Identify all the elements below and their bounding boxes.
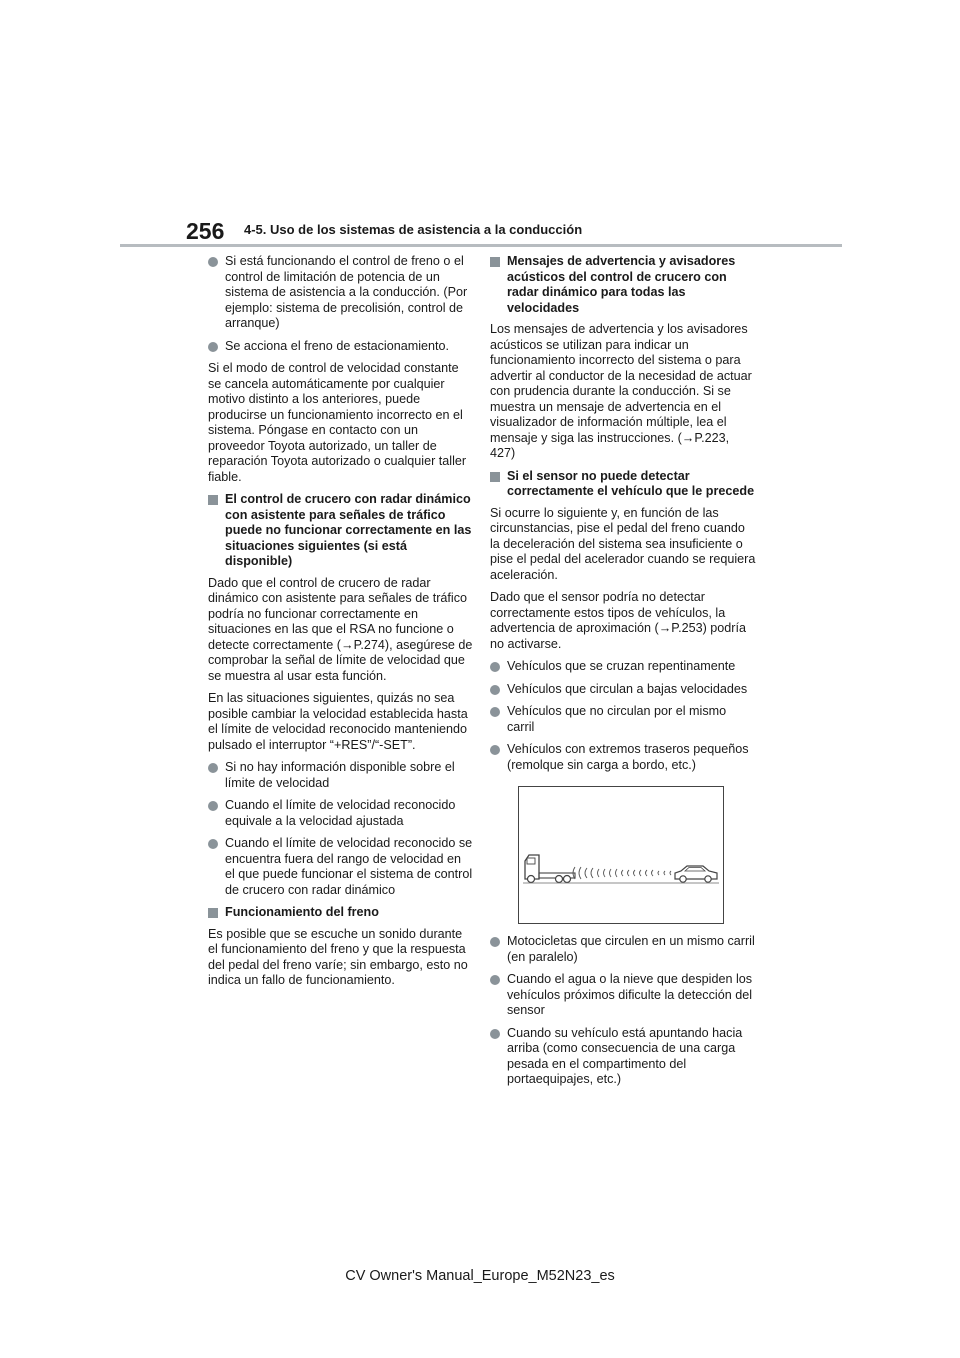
bullet-item: Cuando el límite de velocidad reconocido se encuentra fuera del rango de velocidad en el que puede funcionar el sistema de control de crucero con radar dinámico (208, 836, 474, 898)
bullet-icon (490, 662, 500, 672)
bullet-item: Vehículos con extremos traseros pequeños (remolque sin carga a bordo, etc.) (490, 742, 756, 773)
subsection-heading: El control de crucero con radar dinámico con asistente para señales de tráfico puede no funcionar correctamente en las situaciones siguientes (si está disponible) (208, 492, 474, 570)
bullet-item: Cuando el límite de velocidad reconocido equivale a la velocidad ajustada (208, 798, 474, 829)
bullet-icon (490, 975, 500, 985)
radar-illustration (518, 786, 724, 924)
bullet-icon (208, 839, 218, 849)
header-divider (120, 244, 842, 247)
subsection-heading: Funcionamiento del freno (208, 905, 474, 921)
square-bullet-icon (490, 257, 500, 267)
paragraph: Los mensajes de advertencia y los avisadores acústicos se utilizan para indicar un funcionamiento incorrecto del sistema o para advertir al conductor de la necesidad de actuar con prudencia durante la conducción. Si se muestra un mensaje de advertencia en el visualizador de información múltiple, lea el mensaje y siga las instrucciones. (→P.223, 427) (490, 322, 752, 460)
paragraph: Si ocurre lo siguiente y, en función de las circunstancias, pise el pedal del freno cuando la deceleración del sistema sea insuficiente o pise el pedal del acelerador cuando se requiera aceleración. (490, 505, 756, 582)
bullet-item: Vehículos que circulan a bajas velocidades (490, 682, 756, 698)
bullet-item: Si está funcionando el control de freno o el control de limitación de potencia de un sistema de asistencia a la conducción. (Por ejemplo: sistema de precolisión, control de arranque) (208, 254, 474, 332)
right-column (490, 254, 756, 1095)
paragraph: Si el modo de control de velocidad constante se cancela automáticamente por cualquier motivo distinto a los anteriores, puede producirse un funcionamiento incorrecto en el sistema. Póngase en contacto con un proveedor Toyota autorizado, un taller de reparación Toyota autorizado o cualquier taller fiable. (208, 361, 467, 484)
paragraph: En las situaciones siguientes, quizás no sea posible cambiar la velocidad establecida hasta el límite de velocidad reconocido manteniendo pulsado el interruptor “+RES”/“-SET”. (208, 691, 468, 752)
bullet-item: Si no hay información disponible sobre el límite de velocidad (208, 760, 474, 791)
bullet-icon (490, 707, 500, 717)
square-bullet-icon (208, 495, 218, 505)
subsection-heading: Si el sensor no puede detectar correctamente el vehículo que le precede (490, 469, 756, 500)
bullet-item: Cuando el agua o la nieve que despiden los vehículos próximos dificulte la detección del sensor (490, 972, 756, 1019)
paragraph: Dado que el control de crucero de radar dinámico con asistente para señales de tráfico podría no funcionar correctamente en situaciones en las que el RSA no funcione o detecte correctamente (→P.274), asegúrese de comprobar la señal de límite de velocidad que se muestra al usar esta función. (208, 575, 473, 683)
bullet-icon (490, 937, 500, 947)
bullet-item: Motocicletas que circulen en un mismo carril (en paralelo) (490, 934, 756, 965)
bullet-icon (490, 685, 500, 695)
bullet-icon (208, 801, 218, 811)
subsection-heading: Mensajes de advertencia y avisadores acústicos del control de crucero con radar dinámico para todas las velocidades (490, 254, 756, 316)
bullet-icon (208, 763, 218, 773)
bullet-item: Vehículos que se cruzan repentinamente (490, 659, 756, 675)
truck-radar-car-illustration (519, 787, 723, 923)
bullet-icon (208, 342, 218, 352)
square-bullet-icon (490, 472, 500, 482)
bullet-item: Cuando su vehículo está apuntando hacia arriba (como consecuencia de una carga pesada en el compartimento del portaequipajes, etc.) (490, 1026, 756, 1088)
bullet-icon (490, 745, 500, 755)
square-bullet-icon (208, 908, 218, 918)
page-number: 256 (186, 218, 225, 244)
section-title: 4-5. Uso de los sistemas de asistencia a la conducción (244, 222, 583, 237)
footer-manual-id: CV Owner's Manual_Europe_M52N23_es (345, 1268, 615, 1284)
bullet-item: Se acciona el freno de estacionamiento. (208, 339, 474, 355)
paragraph: Dado que el sensor podría no detectar correctamente estos tipos de vehículos, la advertencia de aproximación (→P.253) podría no activarse. (490, 590, 746, 651)
paragraph: Es posible que se escuche un sonido durante el funcionamiento del freno y que la respuesta del pedal del freno varíe; sin embargo, esto no indica un fallo de funcionamiento. (208, 926, 468, 987)
left-column (208, 254, 474, 996)
bullet-icon (208, 257, 218, 267)
bullet-item: Vehículos que no circulan por el mismo carril (490, 704, 756, 735)
bullet-icon (490, 1029, 500, 1039)
